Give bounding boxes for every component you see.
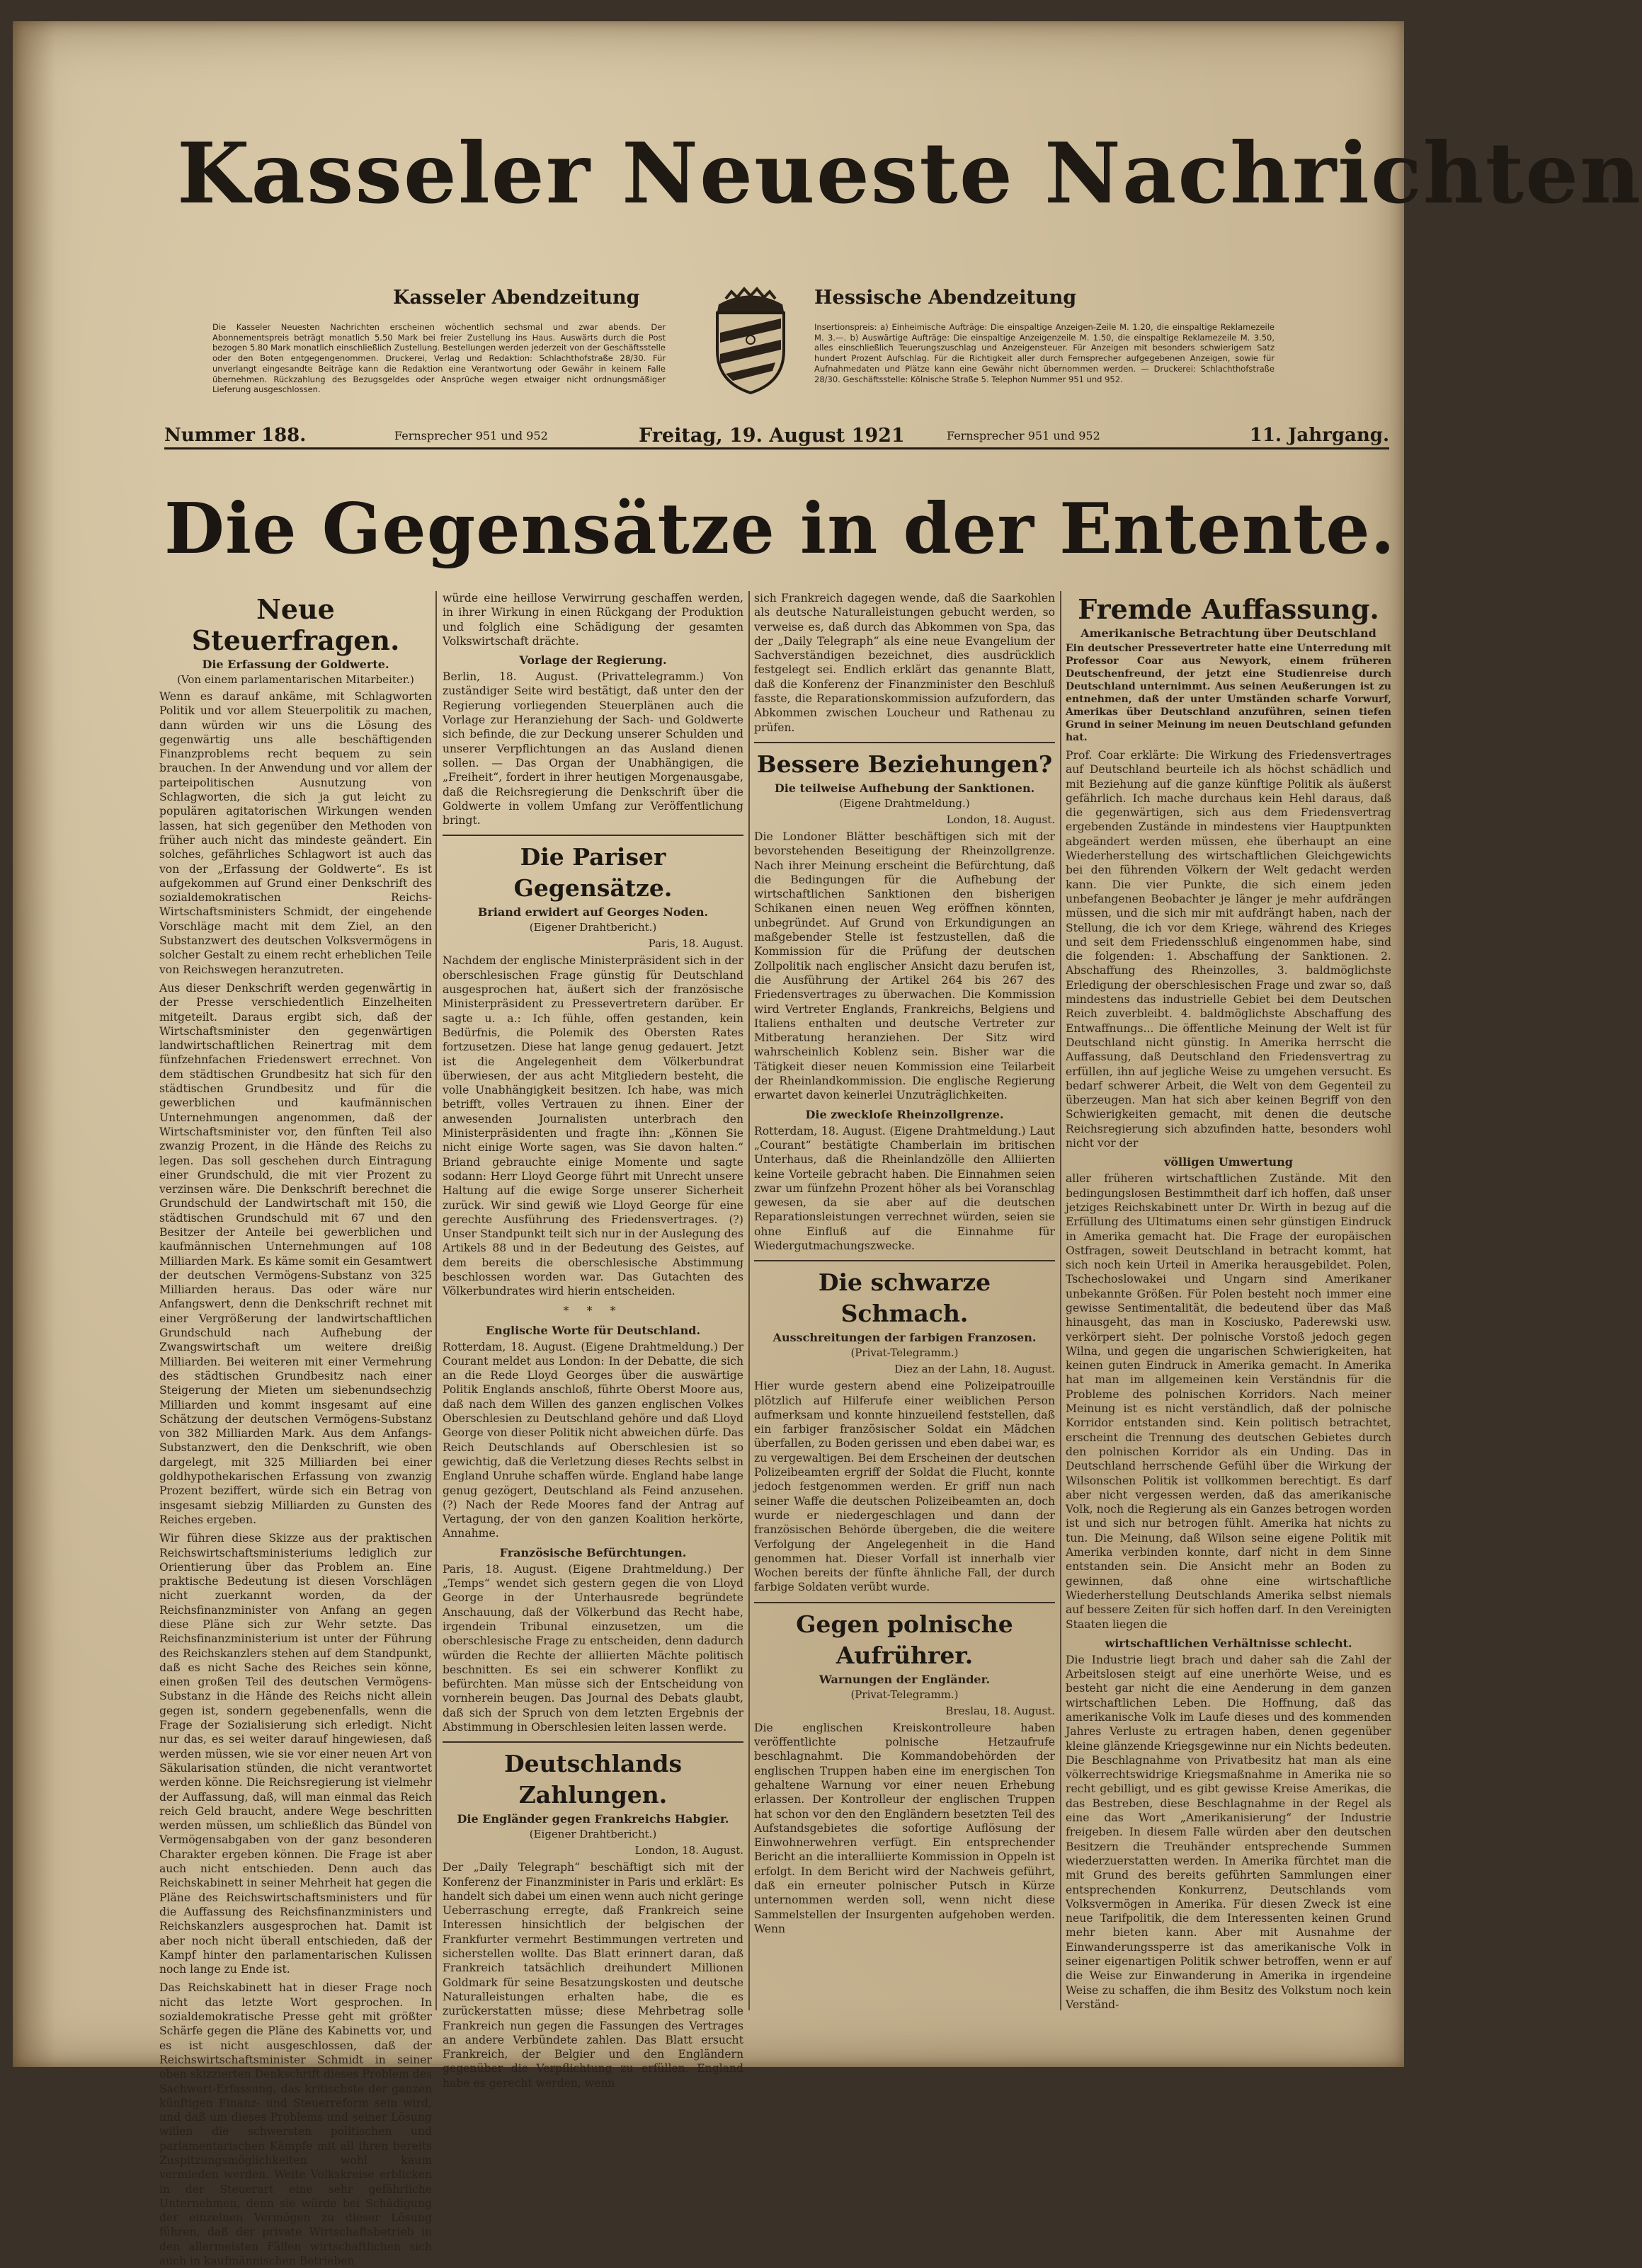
article-source: (Eigener Drahtbericht.) (529, 1828, 657, 1841)
dateline-bar (164, 419, 1389, 449)
article-paragraph: Rotterdam, 18. August. (Eigene Drahtmeldung.) Laut „Courant“ bestätigte Chamberlain im britischen Unterhaus, daß die Rheinlandzölle den Alliierten keine Vorteile gebracht haben. Die Einnahmen seien zwar um fünfzehn Prozent höher als bei Voranschlag gewesen, da sie aber auf die deutschen Reparationsleistungen verrechnet würden, seien sie ohne Einfluß auf die Einnahme für Wiedergutmachungszwecke. (754, 1124, 1055, 1252)
page-fold-shadow (13, 21, 55, 2067)
column-rule (435, 591, 437, 2010)
section-heading: Vorlage der Regierung. (519, 653, 667, 668)
article-paragraph: Der „Daily Telegraph“ beschäftigt sich mit der Konferenz der Finanzminister in Paris und erklärt: Es handelt sich dabei um einen wenn auch nicht geringe Ueberraschung erregte, daß Frankreich seine Interessen hinsichtlich der belgischen der Frankfurter vermehrt Bestimmungen vertreten und sicherstellen wollte. Das Blatt erinnert daran, daß Frankreich tatsächlich dreihundert Millionen Goldmark für seine Besatzungskosten und deutsche Naturalleistungen erhalten habe, die es zurückerstatten müsse; diese Mehrbetrag solle Frankreich nun gegen die Fassungen des Vertrages an andere Verbündete zahlen. Das Blatt ersucht Frankreich, der Belgier und den Engländern gegenüber die Verpflichtung zu erfüllen. England habe es gerecht werden, wenn (443, 1861, 743, 2090)
article-paragraph: aller früheren wirtschaftlichen Zustände. Mit den bedingungslosen Bestimmtheit darf ich hoffen, daß unser jetziges Reichskabinett unter Dr. Wirth in bezug auf die Erfüllung des Ultimatums einen sehr günstigen Eindruck in Amerika gemacht hat. Die Frage der europäischen Ostfragen, soweit Deutschland in betracht kommt, hat sich noch kein Urteil in Amerika herausgebildet. Polen, Tschechoslowakei und Ungarn sind Amerikaner unbekannte Größen. Für Polen besteht noch immer eine gewisse Sentimentalität, die bedeutend über das Maß hinausgeht, das man in Kosciusko, Paderewski usw. verkörpert sieht. Der polnische Vorstoß jedoch gegen Wilna, und gegen die ungarischen Schwierigkeiten, hat keinen guten Eindruck in Amerika gemacht. In Amerika hat man im allgemeinen kein Verständnis für die Probleme des polnischen Korridors. Nach meiner Meinung ist es nicht verständlich, daß der polnische Korridor entstanden sind. Kein politisch betrachtet, erscheint die Trennung des deutschen Gebietes durch den polnischen Korridor als ein Unding. Das in Deutschland herrschende Gefühl über die Wirkung der Wilsonschen Politik ist vollkommen berechtigt. Es darf aber nicht vergessen werden, daß das amerikanische Volk, noch die Regierung als ein Ganzes betrogen worden ist und sich nur betrogen fühlt. Amerika hat nichts zu tun. Die Meinung, daß Wilson seine eigene Politik mit Amerika verbinden konnte, darf nicht in dem Sinne entstanden sein. Die Ansicht mehr an Boden zu gewinnen, daß ohne eine wirtschaftliche Wiederherstellung Deutschlands Amerika selbst niemals auf bessere Zeiten für sich hoffen darf. In den Vereinigten Staaten liegen die (1066, 1172, 1391, 1631)
article-title: Gegen polnische Aufrührer. (796, 1610, 1013, 1669)
phone-right: Fernsprecher 951 und 952 (947, 429, 1100, 442)
article-source: (Privat-Telegramm.) (850, 1346, 959, 1360)
column-3 (754, 591, 1055, 2014)
article-paragraph: Wir führen diese Skizze aus der praktischen Reichswirtschaftsministeriums lediglich zur Orientierung über das Problem an. Eine praktische Bedeutung ist diesen Vorschlägen nicht zuerkannt worden, da der Reichsfinanzminister von Anfang an gegen diese Pläne sich zur Wehr setzte. Das Reichsfinanzministerium ist unter der Führung des Reichskanzlers stehen auf dem Standpunkt, daß es nicht Sache des Reiches sein könne, einen großen Teil des deutschen Vermögens-Substanz in die Hände des Reichs nicht allein gegen ist, sondern gegebenenfalls, wenn die Frage der Sozialisierung sich erledigt. Nicht nur das, es sei weiter darauf hingewiesen, daß werden müssen, wie sie vor einer neuen Art von Säkularisation stünden, die nicht verantwortet werden könne. Die Reichsregierung ist vielmehr der Auffassung, daß, will man einmal das Reich reich Geld braucht, andere Wege beschritten werden müssen, um schließlich das Bündel von Vermögensabgaben von der ganz besonderen Charakter ergeben können. Die Frage ist aber auch nicht entschieden. Denn auch das Reichskabinett in seiner Mehrheit hat gegen die Pläne des Reichswirtschaftsministers und für die Auffassung des Reichsfinanzministers und Reichskanzlers ausgesprochen hat. Damit ist aber noch nicht überall entschieden, daß der Kampf hinter den parlamentarischen Kulissen noch lange zu Ende ist. (159, 1532, 432, 1976)
article-paragraph: Rotterdam, 18. August. (Eigene Drahtmeldung.) Der Courant meldet aus London: In der Debatte, die sich an die Rede Lloyd Georges über die auswärtige Politik Englands anschloß, führte Oberst Moore aus, daß nach dem Willen des ganzen englischen Volkes Oberschlesien zu Deutschland gehöre und daß Lloyd George von dieser Politik nicht abweichen dürfe. Das Reich Deutschlands auf Oberschlesien ist so gewichtig, daß die Verletzung dieses Rechts selbst in England Unruhe schaffen würde. England habe lange genug gezögert, Deutschland als Feind anzusehen. (?) Nach der Rede Moores fand der Antrag auf Vertagung, der von den ganzen Koalition herkörte, Annahme. (443, 1340, 743, 1540)
article-dateline: Paris, 18. August. (648, 937, 743, 951)
article-paragraph: würde eine heillose Verwirrung geschaffen werden, in ihrer Wirkung in einen Rückgang der Produktion und folglich eine Schädigung der gesamten Volkswirtschaft drächte. (443, 592, 743, 648)
column-rule (1060, 591, 1061, 2010)
article-paragraph: Aus dieser Denkschrift werden gegenwärtig in der Presse verschiedentlich Einzelheiten mitgeteilt. Daraus ergibt sich, daß der Wirtschaftsminister den gegenwärtigen landwirtschaftlichen Reinertrag mit dem fünfzehnfachen Friedenswert errechnet. Von dem städtischen Grundbesitz hat sich für den städtischen Grundbesitz und für die gewerblichen und kaufmännischen Unternehmungen angenommen, daß der Wirtschaftsminister vor, den fünften Teil also zwanzig Prozent, in die Hände des Reichs zu legen. Das soll geschehen durch Eintragung einer Grundschuld, die mit vier Prozent zu verzinsen wäre. Die Denkschrift berechnet die Grundschuld der Landwirtschaft mit 150, die städtischen Grundschuld mit 67 und den Besitzer der Anteile bei gewerblichen und kaufmännischen Unternehmungen auf 108 Milliarden Mark. Es käme somit ein Gesamtwert der deutschen Vermögens-Substanz von 325 Milliarden heraus. Das oder wäre nur Anfangswert, denn die Denkschrift rechnet mit einer Vergrößerung der landwirtschaftlichen Grundschuld nach Aufhebung der Zwangswirtschaft um weitere dreißig Milliarden. Bei weiteren mit einer Vermehrung des städtischen Grundbesitz nach einer Steigerung der Mieten um siebenundsechzig Milliarden und kommt insgesamt auf eine Schätzung der deutschen Vermögens-Substanz von 382 Milliarden Mark. Aus dem Anfangs-Substanzwert, den die Denkschrift, wie oben dargelegt, mit 325 Milliarden bei einer goldhypothekarischen Erfassung von zwanzig Prozent beziffert, würde sich ein Betrag von insgesamt siebzig Milliarden zu Gunsten des Reiches ergeben. (159, 981, 432, 1526)
article-subtitle: Briand erwidert auf Georges Noden. (477, 905, 709, 920)
column-rule (748, 591, 750, 2010)
article-title: Die Pariser Gegensätze. (513, 843, 673, 903)
masthead-subtitle-right: Hessische Abendzeitung (814, 287, 1077, 309)
article-title: Neue Steuerfragen. (191, 593, 400, 656)
section-heading: wirtschaftlichen Verhältnisse schlecht. (1105, 1636, 1352, 1650)
article-paragraph: Paris, 18. August. (Eigene Drahtmeldung.) Der „Temps“ wendet sich gestern gegen die von Lloyd George in der Unterhausrede begründete Anschauung, daß der Völkerbund das Recht habe, irgendein Tribunal einzusetzen, um die oberschlesische Frage zu entscheiden, denn dadurch würden die Rechte der alliierten Mächte politisch beschnitten. Es sei ein schwerer Konflikt zu befürchten. Man müsse sich der Entscheidung von vornherein beugen. Das Journal des Debats glaubt, daß sich der Spruch von dem letzten Ergebnis der Abstimmung in Oberschlesien leiten lassen werde. (443, 1562, 743, 1734)
article-lead: Ein deutscher Pressevertreter hatte eine Unterredung mit Professor Coar aus Newyork, einem früheren Deutschenfreund, der jetzt eine Studienreise durch Deutschland unternimmt. Aus seinen Aeußerungen ist zu entnehmen, daß der unter Umständen scharfe Vorwurf, Amerikas über Deutschland anzuführen, seinen tiefen Grund in seiner Meinung im neuen Deutschland gefunden hat. (1066, 643, 1391, 743)
column-1 (159, 591, 432, 2268)
section-heading: völligen Umwertung (1164, 1155, 1293, 1169)
advertising-rates-info: Insertionspreis: a) Einheimische Aufträge: Die einspaltige Anzeigen-Zeile M. 1.20, die einspaltige Reklamezeile M. 3.—. b) Auswärtige Aufträge: Die einspaltige Anzeigenzeile M. 1.50, die einspaltige Reklamezeile M. 3.50, alles einschließlich Teuerungszuschlag und Anzeigensteuer. Für Anzeigen mit besonders schwierigem Satz hundert Prozent Aufschlag. Für die Richtigkeit aller durch Fernsprecher aufgegebenen Anzeigen, sowie für Aufnahmedaten und Plätze kann eine Gewähr nicht übernommen werden. — Druckerei: Schlachthofstraße 28/30. Geschäftsstelle: Kölnische Straße 5. Telephon Nummer 951 und 952. (814, 322, 1275, 384)
main-headline: Die Gegensätze in der Entente. (164, 488, 1396, 570)
article-paragraph: Prof. Coar erklärte: Die Wirkung des Friedensvertrages auf Deutschland beurteile ich als höchst schädlich und mit Beziehung auf die ganze künftige Politik als äußerst gefährlich. Ich mache durchaus kein Hehl daraus, daß die gegenwärtigen, sich aus dem Friedensvertrag ergebenden Zustände in mindestens vier Hauptpunkten abgeändert werden müssen, ehe überhaupt an eine Wiederherstellung des wirtschaftlichen Gleichgewichts bei den führenden Völkern der Welt gedacht werden kann. Die vier Punkte, die sich einem jeden unbefangenen Beobachter je länger je mehr aufdrängen müssen, und die sich mir mit aufdrängt haben, nach der Stellung, die ich vor dem Kriege, während des Krieges und seit dem Friedensschluß eingenommen habe, sind die folgenden: 1. Abschaffung der Sanktionen. 2. Abschaffung des Rheinzolles, 3. baldmöglichste Erledigung der oberschlesischen Frage und zwar so, daß mindestens das industrielle Gebiet bei dem Deutschen Reich zuverbleibt. 4. baldmöglichste Abschaffung des Entwaffnungs... Die öffentliche Meinung der Welt ist für Deutschland nicht günstig. In Amerika herrscht die Auffassung, daß Deutschland den Friedensvertrag zu erfüllen, ihn auf jegliche Weise zu umgehen versucht. Es bedarf schwerer Arbeit, die Welt von dem Gegenteil zu überzeugen. Man hat sich aber keinen Begriff von den Schwierigkeiten gemacht, mit denen die deutsche Reichsregierung sich abzufinden hatte, besonders wohl nicht vor der (1066, 749, 1391, 1150)
article-source: (Eigener Drahtbericht.) (529, 921, 657, 934)
column-4 (1066, 591, 1391, 2014)
article-paragraph: Hier wurde gestern abend eine Polizeipatrouille plötzlich auf Hilferufe einer weiblichen Person aufmerksam und konnte hinzueilend feststellen, daß ein farbiger französischer Soldat ein Mädchen überfallen, zu Boden gerissen und eben dabei war, es zu vergewaltigen. Bei dem Erscheinen der deutschen Polizeibeamten ergriff der Soldat die Flucht, konnte jedoch festgenommen werden. Er griff nun nach seiner Waffe die deutschen Polizeibeamten an, doch wurde er niedergeschlagen und dann der französischen Behörde übergeben, die die weitere Verfolgung der Angelegenheit in die Hand genommen hat. Dieser Vorfall ist innerhalb vier Wochen bereits der fünfte ähnliche Fall, der durch farbige Soldaten verübt wurde. (754, 1380, 1055, 1594)
article-paragraph: Wenn es darauf ankäme, mit Schlagworten Politik und vor allem Steuerpolitik zu machen, dann würden wir uns die Lösung des gegenwärtig uns alle beschäftigenden Finanzproblems recht bequem zu sein brauchen. In der Anwendung und vor allem der parteipolitischen Ausnutzung von Schlagworten, die sich ja gut leicht zu populären agitatorischen Wirkungen wenden lassen, hat sich gegenüber den Methoden von früher auch nicht das mindeste geändert. Ein solches, gefährliches Schlagwort ist auch das von der „Erfassung der Goldwerte“. Es ist aufgekommen auf Grund einer Denkschrift des sozialdemokratischen Reichs-Wirtschaftsministers Schmidt, der eingehende Vorschläge macht mit dem Ziel, an den Substanzwert des deutschen Volksvermögens in solcher Gestalt zu einem recht erheblichen Teile von Reichswegen heranzutreten. (159, 690, 432, 976)
article-paragraph: Nachdem der englische Ministerpräsident sich in der oberschlesischen Frage günstig für Deutschland ausgesprochen hat, äußert sich der französische Ministerpräsident zu Pressevertretern darüber. Er sagte u. a.: Ich fühle, offen gestanden, kein Bedürfnis, die Polemik des Obersten Rates fortzusetzen. Diese hat lange genug gedauert. Jetzt ist die Angelegenheit dem Völkerbundrat überwiesen, der aus acht Mitgliedern besteht, die volle Unabhängigkeit besitzen. Ich habe, was mich betrifft, volles Vertrauen zu ihnen. Einer der anwesenden Journalisten unterbrach den Ministerpräsidenten und fragte ihn: „Können Sie nicht einige Worte sagen, was Sie davon halten.“ Briand gebrauchte einige Momente und sagte sodann: Herr Lloyd George führt mit Unrecht unsere Haltung auf die ewige Sorge unserer Sicherheit zurück. Wir sind gewiß wie Lloyd George für eine gerechte Ausführung des Friedensvertrages. (?) Unser Standpunkt teilt sich nur in der Auslegung des Artikels 88 und in der Bedeutung des Geistes, auf dem bereits die oberschlesische Abstimmung beschlossen worden war. Das Gutachten des Völkerbundrates wird hierin entscheiden. (443, 954, 743, 1298)
subscription-info: Die Kasseler Neuesten Nachrichten erscheinen wöchentlich sechsmal und zwar abends. Der Abonnementspreis beträgt monatlich 5.50 Mark bei freier Zustellung ins Haus. Auswärts durch die Post bezogen 5.80 Mark monatlich einschließlich Zustellung. Bestellungen werden jederzeit von der Geschäftsstelle oder den Boten entgegengenommen. Druckerei, Verlag und Redaktion: Schlachthofstraße 28/30. Für unverlangt eingesandte Beiträge kann die Redaktion eine Verantwortung oder Gewähr in keinem Falle übernehmen. Rückzahlung des Bezugsgeldes oder Ansprüche wegen etwaiger nicht ordnungsmäßiger Lieferung ausgeschlossen. (212, 322, 666, 395)
article-source: (Eigene Drahtmeldung.) (839, 796, 970, 810)
coat-of-arms-icon (705, 283, 797, 396)
article-title: Deutschlands Zahlungen. (503, 1750, 683, 1809)
article-subtitle: Warnungen der Engländer. (819, 1672, 991, 1686)
article-paragraph: Die englischen Kreiskontrolleure haben veröffentlichte polnische Hetzaufrufe beschlagnahmt. Die Kommandobehörden der englischen Truppen haben eine im energischen Ton gehaltene Warnung vor einer neuen Erhebung erlassen. Der Kontrolleur der englischen Truppen hat schon vor den den Engländern besetzten Teil des Aufstandsgebietes die sofortige Auflösung der Einwohnerwehren verfügt. Ein entsprechender Bericht an die interalliierte Kommission in Oppeln ist erfolgt. In dem Bericht wird der Nachweis geführt, daß ein erneuter polnischer Putsch in Kürze unternommen werden soll, wenn nicht diese Sammelstellen der Insurgenten aufgehoben werden. Wenn (754, 1721, 1055, 1935)
article-dateline: London, 18. August. (946, 813, 1055, 826)
divider (754, 1260, 1055, 1261)
volume-year: 11. Jahrgang. (1249, 425, 1389, 446)
column-2 (443, 591, 743, 2090)
article-title: Fremde Auffassung. (1078, 593, 1379, 625)
section-heading: Englische Worte für Deutschland. (485, 1323, 701, 1337)
divider (443, 835, 743, 836)
article-title: Bessere Beziehungen? (756, 750, 1053, 778)
article-dateline: Diez an der Lahn, 18. August. (894, 1363, 1055, 1376)
divider (754, 742, 1055, 743)
masthead-title: Kasseler Neueste Nachrichten (177, 124, 1642, 222)
article-title: Die schwarze Schmach. (818, 1268, 991, 1328)
article-source: (Privat-Telegramm.) (850, 1688, 959, 1701)
divider (754, 1602, 1055, 1603)
article-paragraph: Die Industrie liegt brach und daher sah die Zahl der Arbeitslosen steigt auf eine unerhörte Weise, und es besteht gar nicht die eine Aenderung in dem ganzen wirtschaftlichen Leben. Die Hoffnung, daß das amerikanische Volk im Laufe dieses und des kommenden Jahres Verluste zu ertragen haben, denen gegenüber kleine glänzende Kriegsgewinne nur ein Nichts bedeuten. Die Beschlagnahme von Privatbesitz hat man als eine völkerrechtswidrige Kriegsmaßnahme in Amerika nie so recht gebilligt, und es gibt gewisse Kreise Amerikas, die das Bestreben, diese Beschlagnahme in der Regel als eine das Wort „Amerikanisierung“ der Industrie freigeben. In diesem Falle würden aber den deutschen Besitzern die Treuhänder entsprechende Summen wiederzuerstatten werden. In Amerika fürchtet man die mit Grund des bereits geführten Sammlungen einer entsprechenden Konkurrenz, Deutschlands vom Volksvermögen in Amerika. Für diesen Zweck ist eine neue Tarifpolitik, die dem Interessenten keinen Grund mehr bieten kann. Aber mit Ausnahme der Einwanderungssperre ist das amerikanische Volk in seiner eigenartigen Politik schwer betroffen, wenn er auf die Weise zur Einwanderung in Amerika in irgendeine Weise zu schaffen, die ihm Besitz des Volkstum noch kein Verständ- (1066, 1653, 1391, 2011)
article-paragraph: Berlin, 18. August. (Privattelegramm.) Von zuständiger Seite wird bestätigt, daß unter den der Regierung vorliegenden Steuerplänen auch die Vorlage zur Heranziehung der Sach- und Goldwerte sich befinde, die zur Deckung unserer Schulden und unserer Verpflichtungen an das Ausland dienen sollen. — Das Organ der Unabhängigen, die „Freiheit“, fordert in ihrer heutigen Morgenausgabe, daß die Reichsregierung die Denkschrift über die Goldwerte in vollem Umfang zur Veröffentlichung bringt. (443, 670, 743, 827)
article-subtitle: Amerikanische Betrachtung über Deutschland (1081, 626, 1376, 640)
article-subtitle: Ausschreitungen der farbigen Franzosen. (772, 1331, 1037, 1345)
article-subtitle: Die Engländer gegen Frankreichs Habgier. (457, 1812, 729, 1826)
article-paragraph: sich Frankreich dagegen wende, daß die Saarkohlen als deutsche Naturalleistungen gebucht werden, so verweise es, daß durch das Abkommen von Spa, das der „Daily Telegraph“ als eine neue Evangelium der Sachverständigen bezeichnet, dies ausdrücklich festgelegt sei. Endlich erklärt das genannte Blatt, daß die Konferenz der Finanzminister den Beschluß fasste, die Reparationskommission aufzufordern, das Abkommen zwischen Loucheur und Rathenau zu prüfen. (754, 592, 1055, 734)
article-dateline: Breslau, 18. August. (945, 1704, 1055, 1717)
article-paragraph: Die Londoner Blätter beschäftigen sich mit der bevorstehenden Beseitigung der Rheinzollgrenze. Nach ihrer Meinung erscheint die Befürchtung, daß die Bedingungen für die Aufhebung der wirtschaftlichen Sanktionen den bisherigen Schikanen einen neuen Weg eröffnen könnten, unbegründet. Auf Grund von Erkundigungen an maßgebender Stelle ist festzustellen, daß die Kommission für die Prüfung der deutschen Zollpolitik nach englischer Ansicht dazu berufen ist, die Ausführung der Artikel 264 bis 267 des Friedensvertrages zu überwachen. Die Kommission wird Vertreter Englands, Frankreichs, Belgiens und Italiens enthalten und deutsche Vertreter zur Mitberatung heranziehen. Der Sitz wird wahrscheinlich Koblenz sein. Bisher war die Tätigkeit dieser neuen Kommission eine Teilarbeit der Rheinlandkommission. Die englische Regierung erwartet davon keinerlei Unzuträglichkeiten. (754, 830, 1055, 1102)
phone-left: Fernsprecher 951 und 952 (394, 429, 548, 442)
masthead-subtitle-left: Kasseler Abendzeitung (393, 287, 640, 309)
article-source: (Von einem parlamentarischen Mitarbeiter.) (177, 673, 414, 686)
issue-number: Nummer 188. (164, 425, 307, 446)
article-subtitle: Die teilweise Aufhebung der Sanktionen. (774, 781, 1035, 795)
divider (443, 1741, 743, 1743)
section-heading: Die zweckloſe Rheinzollgrenze. (805, 1107, 1004, 1121)
article-dateline: London, 18. August. (634, 1844, 743, 1857)
article-subtitle: Die Erfassung der Goldwerte. (202, 658, 389, 671)
separator-stars: * * * (563, 1303, 623, 1317)
issue-date: Freitag, 19. August 1921 (639, 425, 905, 447)
section-heading: Französische Befürchtungen. (499, 1545, 687, 1559)
article-paragraph: Das Reichskabinett hat in dieser Frage noch nicht das letzte Wort gesprochen. In sozialdemokratische Presse geht mit größter Schärfe gegen die Pläne des Kabinetts vor, und es ist nicht ausgeschlossen, daß der Reichswirtschaftsminister Schmidt in seiner oben skizzierten Denkschrift dieses Problem des Sachwert-Erfassung, das kritischste der ganzen künftigen Finanz- und Steuerreform sein wird, und daß um dieses Problems und seiner Lösung willen die schwersten politischen und parlamentarischen Kämpfe mit all ihren bereits Zuspitzungsmöglichkeiten wohl kaum vermieden werden. Weite Volkskreise erblicken in der Steuerart eine sehr gefährliche Unternehmen, denn sie würde bei Schädigung der einzelnen Vermögen zu dieser Lösung führen, daß der private Wirtschaftsbetrieb in den allermeisten Fällen wirtschaftlichen sich auch in kaufmännischen Betrieben (159, 1981, 432, 2268)
